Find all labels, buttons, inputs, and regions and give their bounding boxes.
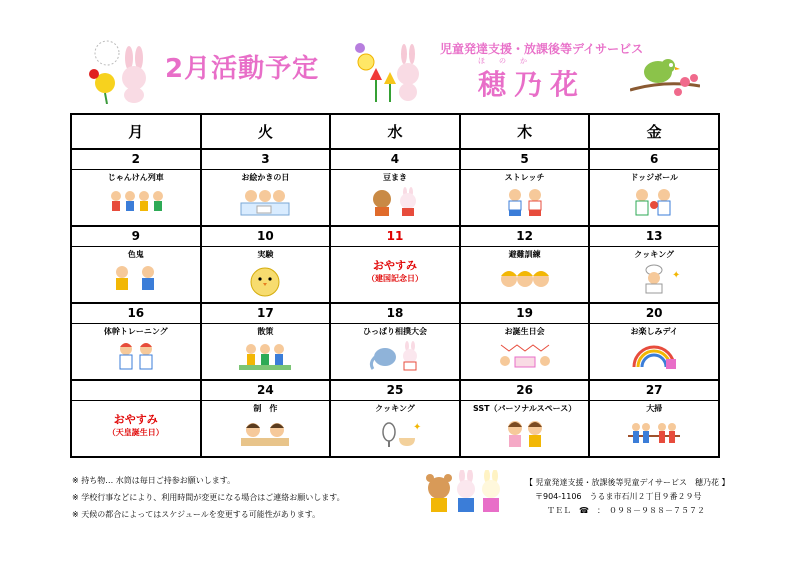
day-cell [201, 303, 331, 380]
holiday-name: （建国記念日） [366, 274, 423, 283]
weekday-wednesday: 水 [330, 114, 460, 149]
day-cell [460, 149, 590, 226]
day-number: 20 [590, 304, 718, 324]
holiday-label: おやすみ [372, 259, 417, 272]
tag-game-kids-illustration [108, 264, 164, 294]
day-number [72, 381, 200, 401]
evacuation-drill-kids-illustration [497, 264, 553, 294]
activity-label: 豆まき [382, 173, 407, 182]
day-cell [201, 149, 331, 226]
crafting-kids-illustration [237, 418, 293, 448]
day-number: 18 [331, 304, 459, 324]
activity-label: 散策 [257, 327, 274, 336]
calendar-week-row [71, 303, 719, 380]
activity-label: クッキング [375, 404, 415, 413]
activity-calendar [70, 113, 720, 458]
day-cell [201, 380, 331, 457]
bird-plum-blossom-illustration [630, 50, 700, 100]
day-cell [589, 303, 719, 380]
dodgeball-kids-illustration [626, 187, 682, 217]
kids-train-illustration [108, 187, 164, 217]
day-cell [201, 226, 331, 303]
activity-label: 大掃 [646, 404, 663, 413]
note-item: ※ 天候の都合によってはスケジュールを変更する可能性があります。 [72, 510, 321, 519]
holiday-name: （天皇誕生日） [107, 428, 164, 437]
day-cell [589, 149, 719, 226]
weekday-tuesday: 火 [201, 114, 331, 149]
activity-label: 避難訓練 [508, 250, 541, 259]
cooking-chef-illustration [626, 264, 682, 294]
day-number: 2 [72, 150, 200, 170]
activity-label: SST（パーソナルスペース） [472, 404, 577, 413]
drawing-kids-illustration [237, 187, 293, 217]
day-number: 9 [72, 227, 200, 247]
day-number: 25 [331, 381, 459, 401]
svg-text:✦: ✦ [672, 270, 681, 281]
calendar-week-row [71, 149, 719, 226]
activity-label: ひっぱり相撲大会 [362, 327, 427, 336]
organization-subtitle: 児童発達支援・放課後等デイサービス [440, 42, 644, 56]
birthday-party-illustration [497, 341, 553, 371]
day-cell [460, 303, 590, 380]
weekday-monday: 月 [71, 114, 201, 149]
footer-org-name: 【 児童発達支援・放課後等児童デイサービス 穂乃花 】 [525, 478, 730, 487]
activity-label: 体幹トレーニング [103, 327, 168, 336]
day-cell [71, 380, 201, 457]
activity-label: ドッジボール [630, 173, 678, 182]
day-number: 10 [202, 227, 330, 247]
activity-label: クッキング [634, 250, 675, 259]
walking-kids-illustration [237, 341, 293, 371]
day-number: 24 [202, 381, 330, 401]
day-number: 11 [331, 227, 459, 247]
day-number: 13 [590, 227, 718, 247]
calendar-week-row [71, 380, 719, 457]
activity-label: 制 作 [253, 404, 278, 413]
notes-section [72, 472, 345, 523]
day-number: 5 [461, 150, 589, 170]
footer-address: 〒904-1106 うるま市石川２丁目９番２９号 [535, 492, 702, 501]
day-number: 3 [202, 150, 330, 170]
holiday-notice [331, 257, 459, 284]
day-cell [71, 149, 201, 226]
cooking-whisk-illustration [367, 418, 423, 448]
activity-label: 実験 [257, 250, 274, 259]
day-cell [330, 380, 460, 457]
day-cell [589, 226, 719, 303]
weekday-friday: 金 [589, 114, 719, 149]
day-cell [71, 226, 201, 303]
day-number: 17 [202, 304, 330, 324]
chick-illustration [237, 264, 293, 298]
day-cell [71, 303, 201, 380]
personal-space-kids-illustration [497, 418, 553, 448]
activity-label: お楽しみデイ [630, 327, 678, 336]
holiday-label: おやすみ [113, 413, 158, 426]
rainbow-gift-illustration [626, 341, 682, 371]
weekday-thursday: 木 [460, 114, 590, 149]
activity-label: じゃんけん列車 [107, 173, 164, 182]
day-number: 26 [461, 381, 589, 401]
day-cell [330, 226, 460, 303]
organization-name: 穂乃花 [478, 68, 587, 101]
day-number: 12 [461, 227, 589, 247]
dandelion-bunny-illustration [85, 38, 157, 104]
stretching-kids-illustration [497, 187, 553, 217]
elephant-bunny-sumo-illustration [367, 341, 423, 371]
calendar-week-row [71, 226, 719, 303]
svg-text:✦: ✦ [412, 422, 422, 433]
organization-furigana: ほのか [478, 57, 541, 65]
tulip-bunny-illustration [352, 40, 426, 104]
day-number: 4 [331, 150, 459, 170]
day-number: 27 [590, 381, 718, 401]
exercise-kids-illustration [108, 341, 164, 371]
holiday-notice [72, 411, 200, 438]
tug-of-war-illustration [626, 418, 682, 448]
day-cell [330, 303, 460, 380]
day-cell [589, 380, 719, 457]
footer-phone: ＴＥＬ ☎ ： ０９８－９８８－７５７２ [547, 506, 705, 515]
day-cell [460, 380, 590, 457]
activity-label: お誕生日会 [504, 327, 545, 336]
weekday-header-row [71, 114, 719, 149]
day-cell [330, 149, 460, 226]
page-title: 2月活動予定 [165, 54, 320, 84]
contact-info [525, 476, 730, 518]
day-number: 19 [461, 304, 589, 324]
note-item: ※ 学校行事などにより、利用時間が変更になる場合はご連絡お願いします。 [72, 493, 345, 502]
activity-label: 色鬼 [127, 250, 144, 259]
activity-label: ストレッチ [504, 173, 545, 182]
day-number: 16 [72, 304, 200, 324]
day-cell [460, 226, 590, 303]
bear-bunny-friends-illustration [425, 470, 507, 514]
note-item: ※ 持ち物… 水筒は毎日ご持参お願いします。 [72, 476, 236, 485]
day-number: 6 [590, 150, 718, 170]
activity-label: お絵かきの日 [241, 173, 290, 182]
bean-throwing-bear-bunny-illustration [367, 187, 423, 217]
